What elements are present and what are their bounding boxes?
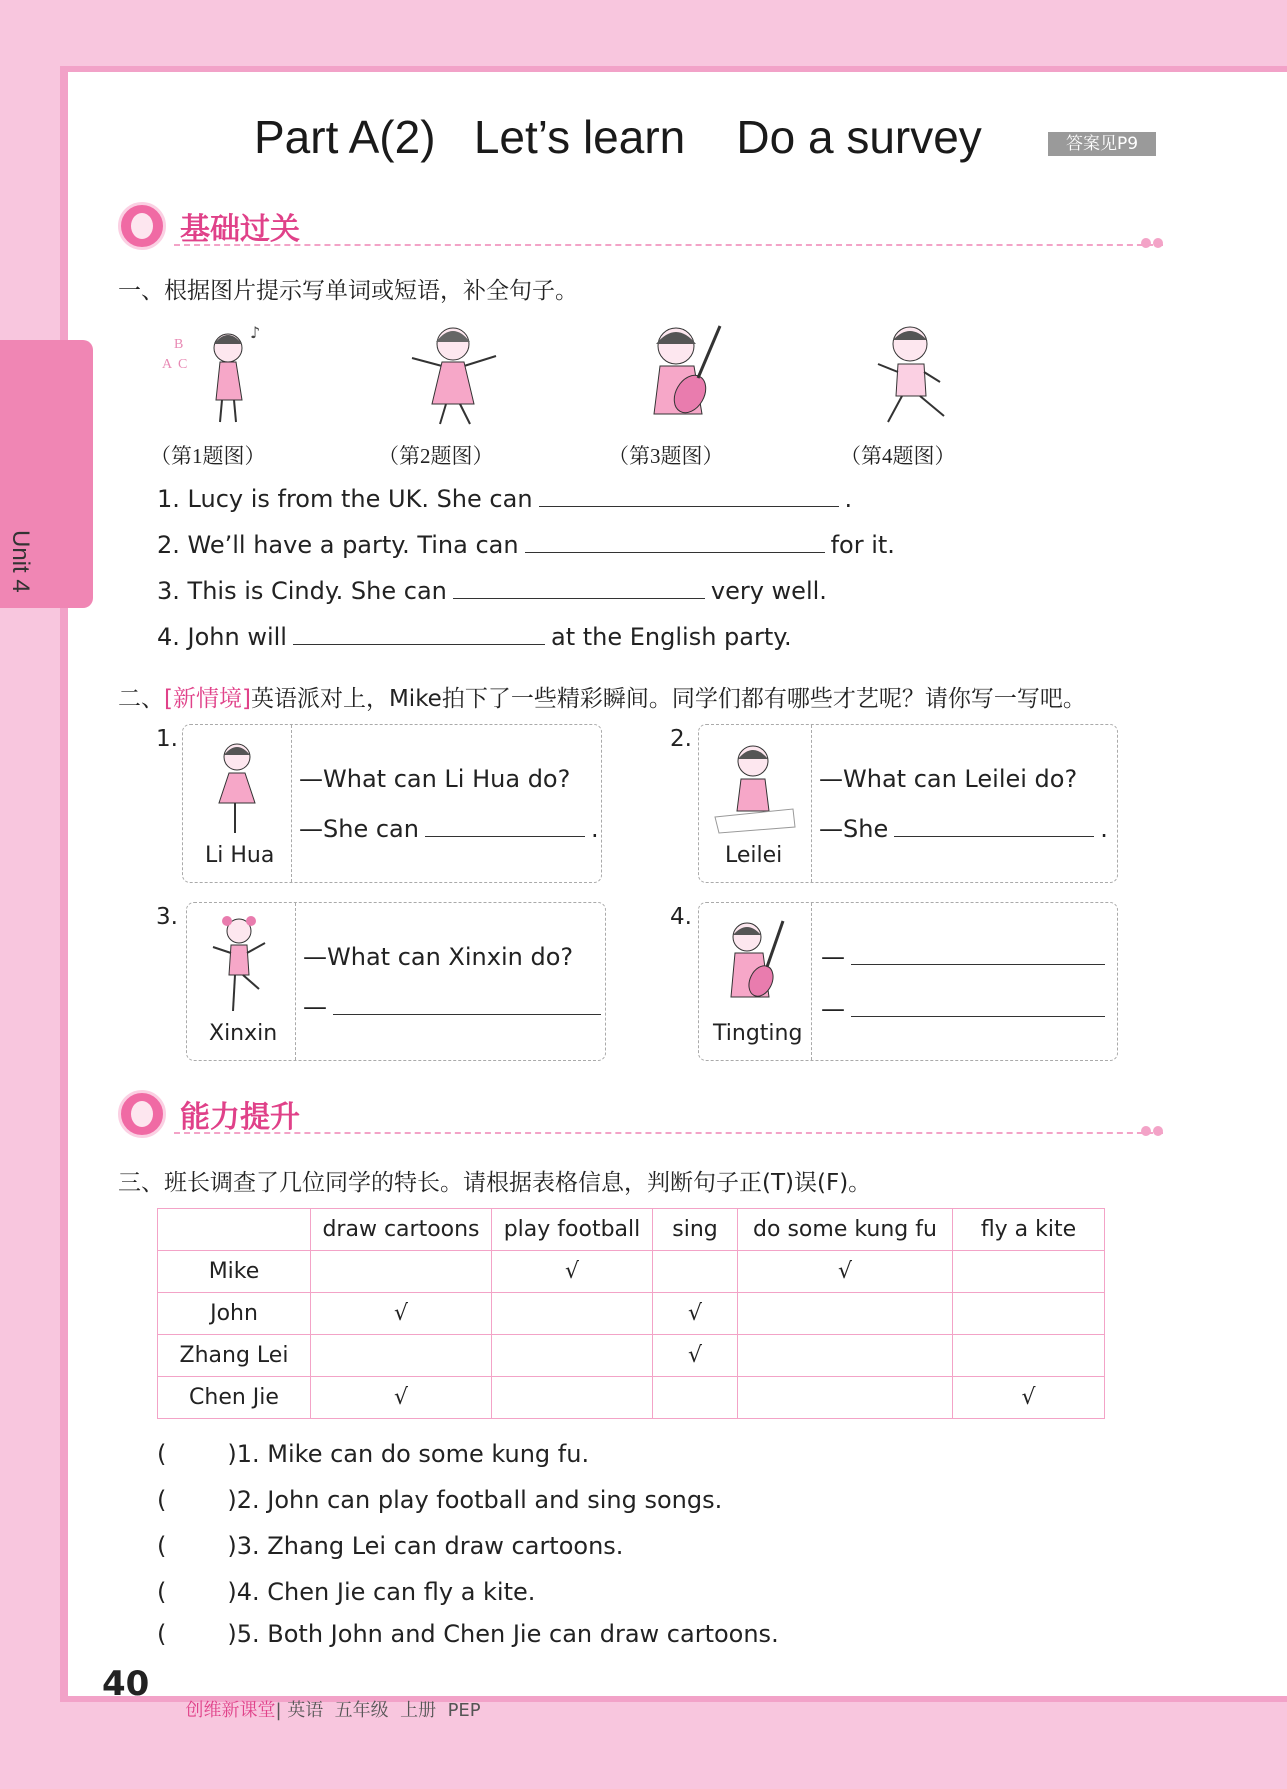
- table-cell: √: [492, 1251, 653, 1293]
- sentence-1: 1. Lucy is from the UK. She can .: [157, 485, 853, 513]
- box-divider: [291, 725, 292, 882]
- answer-blank[interactable]: [293, 643, 545, 645]
- table-row: [158, 1377, 1105, 1419]
- survey-table: [157, 1208, 1105, 1419]
- svg-text:♪: ♪: [250, 323, 261, 342]
- picture-caption-2: （第2题图）: [378, 444, 494, 468]
- table-header-cell: play football: [492, 1209, 653, 1251]
- dialogue-box-1: [182, 724, 602, 883]
- sentence-3: 3. This is Cindy. She can very well.: [157, 577, 827, 605]
- table-header-row: [158, 1209, 1105, 1251]
- table-cell: [492, 1377, 653, 1419]
- dialogue-line-2: —: [821, 995, 1111, 1023]
- dialogue-question: —What can Leilei do?: [819, 765, 1078, 793]
- table-header-cell: draw cartoons: [311, 1209, 492, 1251]
- footer-info: 创维新课堂| 英语 五年级 上册 PEP: [185, 1700, 481, 1721]
- unit-tab: [0, 340, 93, 608]
- dashed-divider: [174, 1132, 1163, 1134]
- table-header-cell: [158, 1209, 311, 1251]
- boy-avatar-icon: [118, 1090, 166, 1138]
- table-cell: √: [653, 1293, 738, 1335]
- answer-blank[interactable]: [894, 835, 1094, 837]
- page-number: 40: [102, 1664, 150, 1704]
- question-3-title: 三、班长调查了几位同学的特长。请根据表格信息，判断句子正(T)误(F)。: [118, 1170, 872, 1196]
- table-cell: [953, 1251, 1105, 1293]
- picture-caption-4: （第4题图）: [840, 444, 956, 468]
- question-2-title: 二、[新情境]英语派对上，Mike拍下了一些精彩瞬间。同学们都有哪些才艺呢？请你写一写吧。: [118, 686, 1086, 712]
- girl-singing-illustration: [160, 318, 270, 428]
- girl-pipa-icon: [713, 915, 793, 1015]
- table-cell: [953, 1293, 1105, 1335]
- table-cell: [738, 1335, 953, 1377]
- true-false-statement-2[interactable]: ( )2. John can play football and sing songs.: [157, 1486, 723, 1514]
- girl-playing-pipa-illustration: [628, 318, 738, 428]
- table-cell: √: [953, 1377, 1105, 1419]
- answer-blank[interactable]: [525, 551, 825, 553]
- answer-blank[interactable]: [539, 505, 839, 507]
- girl-drawing-icon: [709, 737, 799, 837]
- student-name: Tingting: [713, 1021, 803, 1046]
- table-cell: √: [311, 1377, 492, 1419]
- dialogue-box-2: [698, 724, 1118, 883]
- sentence-2: 2. We’ll have a party. Tina can for it.: [157, 531, 895, 559]
- table-cell: [311, 1335, 492, 1377]
- answer-reference-badge: 答案见P9: [1048, 132, 1156, 156]
- table-cell: [311, 1251, 492, 1293]
- table-cell: [492, 1335, 653, 1377]
- svg-text:A: A: [162, 357, 173, 372]
- girl-avatar-icon: [118, 202, 166, 250]
- box-number-2: 2.: [670, 726, 692, 752]
- table-cell: [738, 1377, 953, 1419]
- table-cell: √: [738, 1251, 953, 1293]
- new-context-tag: [新情境]: [164, 686, 251, 712]
- picture-caption-3: （第3题图）: [608, 444, 724, 468]
- dialogue-answer: —She can .: [299, 815, 599, 843]
- footer-brand: 创维新课堂: [185, 1700, 276, 1721]
- table-header-cell: sing: [653, 1209, 738, 1251]
- svg-text:B: B: [174, 337, 184, 352]
- dots-icon: [1141, 1126, 1163, 1138]
- box-number-3: 3.: [156, 904, 178, 930]
- boy-kung-fu-illustration: [858, 318, 968, 428]
- svg-text:C: C: [178, 357, 188, 372]
- section-title: 基础过关: [180, 212, 300, 247]
- box-divider: [811, 903, 812, 1060]
- page-title: Part A(2) Let’s learn Do a survey: [254, 111, 982, 163]
- table-cell: √: [311, 1293, 492, 1335]
- box-number-4: 4.: [670, 904, 692, 930]
- table-row: [158, 1293, 1105, 1335]
- answer-blank[interactable]: [851, 1015, 1105, 1017]
- dialogue-answer: —She .: [819, 815, 1108, 843]
- student-name: Li Hua: [205, 843, 275, 868]
- true-false-statement-3[interactable]: ( )3. Zhang Lei can draw cartoons.: [157, 1532, 624, 1560]
- table-cell: Zhang Lei: [158, 1335, 311, 1377]
- table-cell: [653, 1251, 738, 1293]
- table-cell: [653, 1377, 738, 1419]
- table-cell: Mike: [158, 1251, 311, 1293]
- picture-caption-1: （第1题图）: [150, 444, 266, 468]
- table-header-cell: fly a kite: [953, 1209, 1105, 1251]
- unit-tab-label: Unit 4: [7, 530, 34, 593]
- true-false-statement-5[interactable]: ( )5. Both John and Chen Jie can draw cartoons.: [157, 1620, 779, 1648]
- answer-blank[interactable]: [333, 1013, 601, 1015]
- box-divider: [295, 903, 296, 1060]
- box-number-1: 1.: [156, 726, 178, 752]
- dots-icon: [1141, 238, 1163, 250]
- section-header-advanced: [118, 1088, 1163, 1138]
- student-name: Xinxin: [209, 1021, 278, 1046]
- dialogue-box-3: [186, 902, 606, 1061]
- student-name: Leilei: [725, 843, 783, 868]
- section-title: 能力提升: [180, 1100, 300, 1135]
- dialogue-question: —What can Li Hua do?: [299, 765, 571, 793]
- girl-kung-fu-icon: [207, 913, 271, 1017]
- answer-blank[interactable]: [851, 963, 1105, 965]
- table-cell: [953, 1335, 1105, 1377]
- table-cell: [738, 1293, 953, 1335]
- table-cell: √: [653, 1335, 738, 1377]
- box-divider: [811, 725, 812, 882]
- dashed-divider: [174, 244, 1163, 246]
- section-header-basic: [118, 200, 1163, 250]
- true-false-statement-4[interactable]: ( )4. Chen Jie can fly a kite.: [157, 1578, 536, 1606]
- answer-blank[interactable]: [425, 835, 585, 837]
- dialogue-box-4: [698, 902, 1118, 1061]
- sentence-4: 4. John will at the English party.: [157, 623, 792, 651]
- dialogue-answer: —: [303, 993, 607, 1021]
- dialogue-question: —What can Xinxin do?: [303, 943, 574, 971]
- answer-blank[interactable]: [453, 597, 705, 599]
- girl-ballet-icon: [205, 737, 269, 837]
- table-cell: John: [158, 1293, 311, 1335]
- table-row: [158, 1335, 1105, 1377]
- table-header-cell: do some kung fu: [738, 1209, 953, 1251]
- table-cell: [492, 1293, 653, 1335]
- table-cell: Chen Jie: [158, 1377, 311, 1419]
- girl-dancing-illustration: [398, 318, 508, 428]
- dialogue-line-1: —: [821, 943, 1111, 971]
- true-false-statement-1[interactable]: ( )1. Mike can do some kung fu.: [157, 1440, 590, 1468]
- question-1-title: 一、根据图片提示写单词或短语，补全句子。: [118, 278, 578, 304]
- table-row: [158, 1251, 1105, 1293]
